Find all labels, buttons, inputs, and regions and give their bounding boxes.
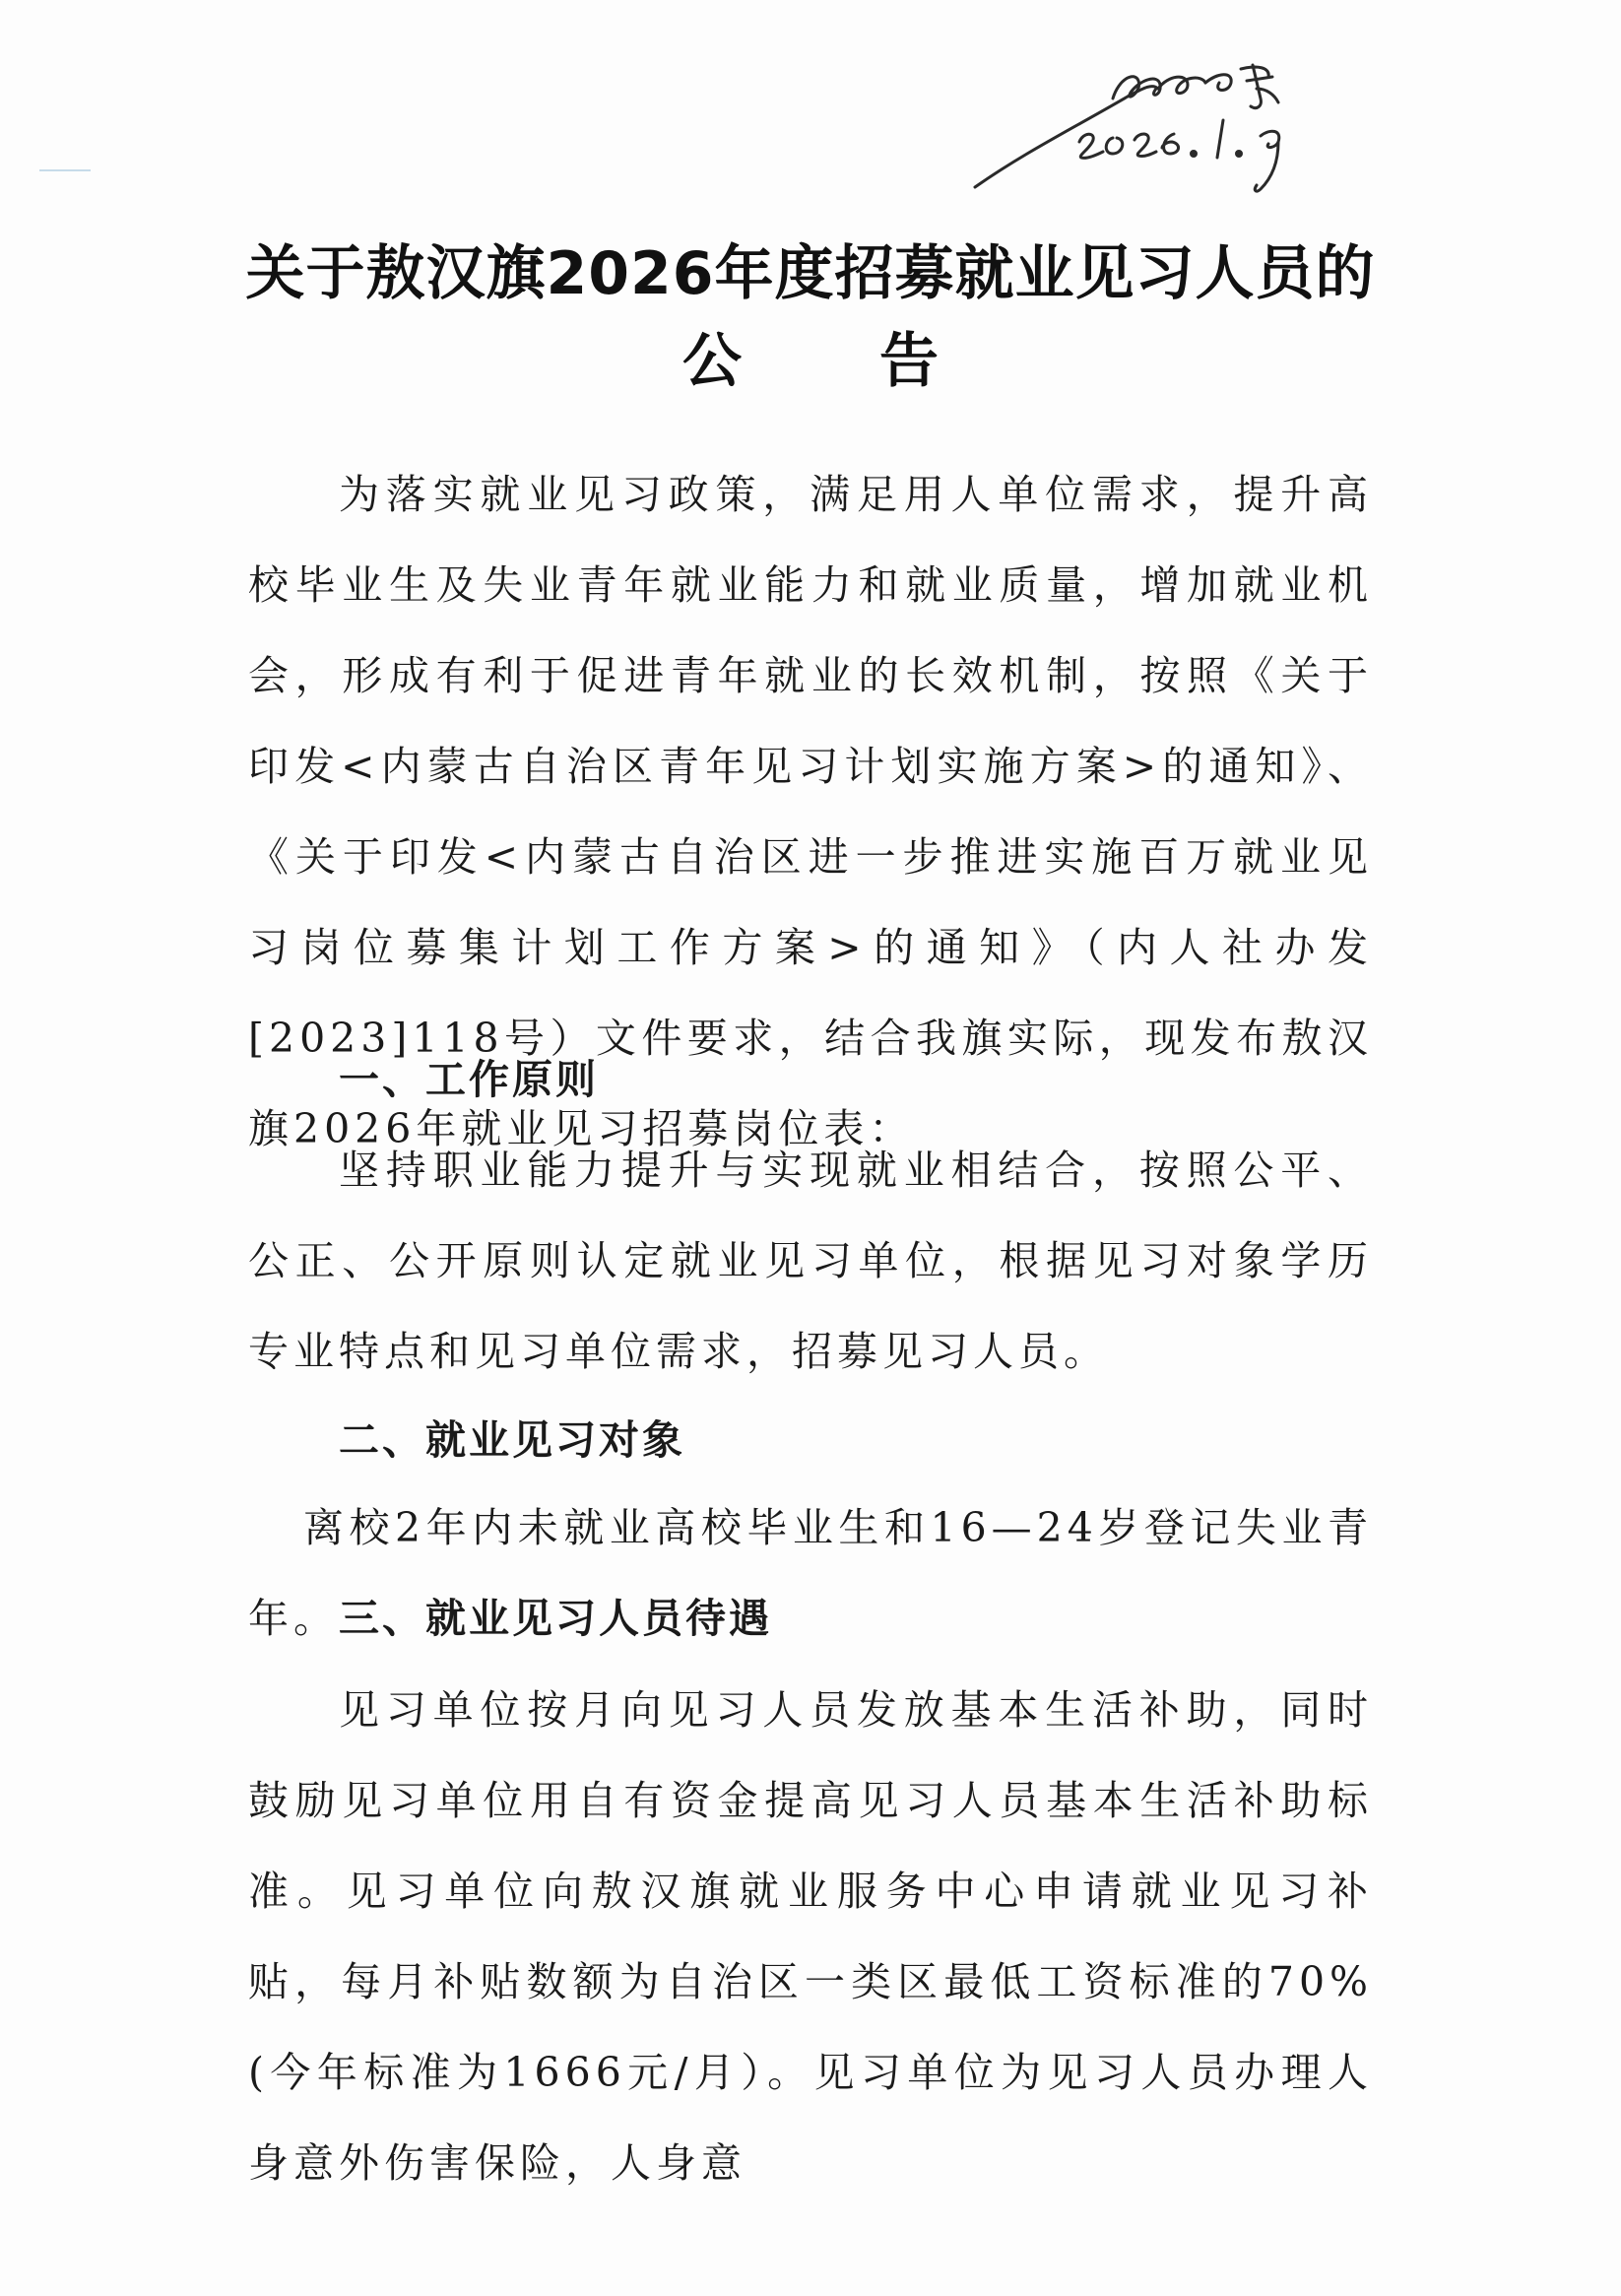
- document-title-line-2: 公告: [682, 327, 1076, 396]
- intro-paragraph: 为落实就业见习政策，满足用人单位需求，提升高校毕业生及失业青年就业能力和就业质量，增加就业机会，形成有利于促进青年就业的长效机制，按照《关于印发<内蒙古自治区青年见习计划实施方案>的通知》、《关于印发<内蒙古自治区进一步推进实施百万就业见习岗位募集计划工作方案>的通知》（内人社办发[2023]118号）文件要求，结合我旗实际，现发布敖汉旗2026年就业见习招募岗位表：: [248, 471, 1373, 1152]
- scan-mark: [39, 169, 91, 171]
- section-heading-3: 三、就业见习人员待遇: [339, 1595, 772, 1642]
- handwritten-signature: [965, 59, 1398, 217]
- section-body-3: 见习单位按月向见习人员发放基本生活补助，同时鼓励见习单位用自有资金提高见习人员基本生活补助标准。见习单位向敖汉旗就业服务中心申请就业见习补贴，每月补贴数额为自治区一类区最低工资标准的70%(今年标准为1666元/月）。见习单位为见习人员办理人身意外伤害保险，人身意: [248, 1686, 1373, 2187]
- document-title-line-1: 关于敖汉旗2026年度招募就业见习人员的: [245, 239, 1376, 308]
- section-body-1: 坚持职业能力提升与实现就业相结合，按照公平、公正、公开原则认定就业见习单位，根据见习对象学历专业特点和见习单位需求，招募见习人员。: [248, 1147, 1373, 1375]
- section-heading-2: 二、就业见习对象: [339, 1416, 685, 1464]
- section-body-2: 离校2年内未就业高校毕业生和16—24岁登记失业青年。: [248, 1504, 1373, 1642]
- section-heading-1: 一、工作原则: [339, 1056, 599, 1103]
